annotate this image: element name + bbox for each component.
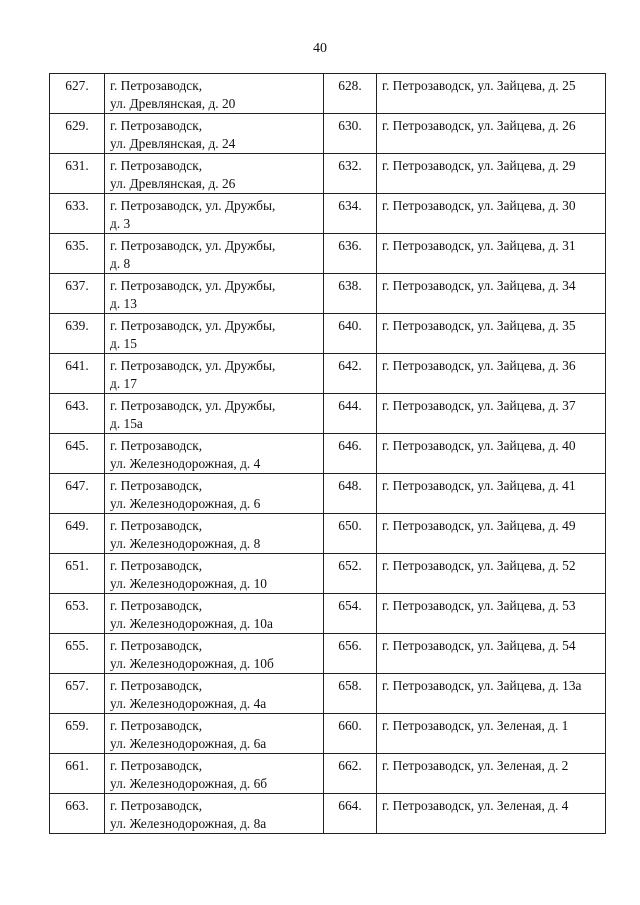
entry-address bbox=[105, 74, 324, 114]
address-line: г. Петрозаводск, ул. Зеленая, д. 4 bbox=[382, 798, 569, 813]
address-line: г. Петрозаводск, bbox=[110, 798, 203, 813]
address-line: ул. Древлянская, д. 24 bbox=[110, 136, 236, 151]
address-line: г. Петрозаводск, bbox=[110, 478, 203, 493]
address-line: г. Петрозаводск, ул. Зайцева, д. 25 bbox=[382, 78, 576, 93]
address-line: д. 13 bbox=[110, 296, 137, 311]
entry-number: 656. bbox=[324, 634, 377, 674]
entry-address bbox=[377, 634, 606, 674]
table-row bbox=[50, 674, 606, 714]
entry-address bbox=[377, 514, 606, 554]
entry-address bbox=[377, 194, 606, 234]
address-line: г. Петрозаводск, ул. Зайцева, д. 52 bbox=[382, 558, 576, 573]
entry-number: 649. bbox=[50, 514, 105, 554]
table-row bbox=[50, 154, 606, 194]
address-line: г. Петрозаводск, bbox=[110, 518, 203, 533]
entry-number: 647. bbox=[50, 474, 105, 514]
table-row bbox=[50, 354, 606, 394]
entry-address bbox=[105, 314, 324, 354]
entry-number: 630. bbox=[324, 114, 377, 154]
address-line: г. Петрозаводск, ул. Зайцева, д. 53 bbox=[382, 598, 576, 613]
entry-number: 640. bbox=[324, 314, 377, 354]
address-line: ул. Железнодорожная, д. 10а bbox=[110, 616, 273, 631]
address-line: д. 15а bbox=[110, 416, 143, 431]
entry-address bbox=[377, 754, 606, 794]
entry-address bbox=[105, 514, 324, 554]
entry-address bbox=[105, 634, 324, 674]
table-row bbox=[50, 594, 606, 634]
address-line: ул. Железнодорожная, д. 8 bbox=[110, 536, 261, 551]
address-line: г. Петрозаводск, ул. Зайцева, д. 29 bbox=[382, 158, 576, 173]
address-line: ул. Железнодорожная, д. 4а bbox=[110, 696, 267, 711]
address-line: г. Петрозаводск, ул. Зайцева, д. 13а bbox=[382, 678, 582, 693]
entry-number: 657. bbox=[50, 674, 105, 714]
table-row bbox=[50, 114, 606, 154]
entry-number: 634. bbox=[324, 194, 377, 234]
entry-address bbox=[105, 234, 324, 274]
entry-number: 633. bbox=[50, 194, 105, 234]
table-row bbox=[50, 434, 606, 474]
entry-number: 639. bbox=[50, 314, 105, 354]
entry-address bbox=[377, 794, 606, 834]
address-line: г. Петрозаводск, ул. Зайцева, д. 36 bbox=[382, 358, 576, 373]
entry-number: 641. bbox=[50, 354, 105, 394]
address-line: г. Петрозаводск, ул. Зеленая, д. 2 bbox=[382, 758, 569, 773]
entry-number: 660. bbox=[324, 714, 377, 754]
entry-address bbox=[105, 754, 324, 794]
table-row bbox=[50, 74, 606, 114]
address-line: г. Петрозаводск, ул. Дружбы, bbox=[110, 318, 276, 333]
address-line: ул. Железнодорожная, д. 6а bbox=[110, 736, 267, 751]
entry-address bbox=[105, 274, 324, 314]
entry-address bbox=[377, 354, 606, 394]
entry-address bbox=[377, 274, 606, 314]
address-line: г. Петрозаводск, ул. Зайцева, д. 49 bbox=[382, 518, 576, 533]
address-line: г. Петрозаводск, ул. Зайцева, д. 41 bbox=[382, 478, 576, 493]
entry-address bbox=[377, 474, 606, 514]
address-line: г. Петрозаводск, bbox=[110, 638, 203, 653]
address-line: г. Петрозаводск, bbox=[110, 158, 203, 173]
address-line: ул. Железнодорожная, д. 6б bbox=[110, 776, 268, 791]
entry-number: 654. bbox=[324, 594, 377, 634]
address-line: г. Петрозаводск, bbox=[110, 78, 203, 93]
address-line: ул. Железнодорожная, д. 4 bbox=[110, 456, 261, 471]
entry-address bbox=[105, 474, 324, 514]
entry-address bbox=[377, 594, 606, 634]
address-line: д. 15 bbox=[110, 336, 137, 351]
address-line: г. Петрозаводск, ул. Дружбы, bbox=[110, 358, 276, 373]
entry-address bbox=[105, 154, 324, 194]
address-line: г. Петрозаводск, ул. Зайцева, д. 31 bbox=[382, 238, 576, 253]
entry-number: 643. bbox=[50, 394, 105, 434]
entry-address bbox=[105, 594, 324, 634]
address-line: г. Петрозаводск, bbox=[110, 678, 203, 693]
address-line: г. Петрозаводск, ул. Зайцева, д. 26 bbox=[382, 118, 576, 133]
table-row bbox=[50, 194, 606, 234]
entry-address bbox=[105, 554, 324, 594]
table-row bbox=[50, 474, 606, 514]
address-line: ул. Железнодорожная, д. 8а bbox=[110, 816, 267, 831]
table-row bbox=[50, 794, 606, 834]
address-line: г. Петрозаводск, ул. Дружбы, bbox=[110, 198, 276, 213]
entry-address bbox=[105, 114, 324, 154]
address-line: д. 17 bbox=[110, 376, 137, 391]
entry-address bbox=[377, 234, 606, 274]
table-row bbox=[50, 634, 606, 674]
entry-number: 645. bbox=[50, 434, 105, 474]
entry-address bbox=[377, 154, 606, 194]
address-line: ул. Железнодорожная, д. 6 bbox=[110, 496, 261, 511]
entry-address bbox=[377, 74, 606, 114]
address-line: г. Петрозаводск, ул. Зайцева, д. 34 bbox=[382, 278, 576, 293]
entry-number: 638. bbox=[324, 274, 377, 314]
entry-number: 661. bbox=[50, 754, 105, 794]
address-line: г. Петрозаводск, ул. Дружбы, bbox=[110, 398, 276, 413]
address-line: д. 8 bbox=[110, 256, 131, 271]
address-line: г. Петрозаводск, bbox=[110, 598, 203, 613]
address-line: ул. Железнодорожная, д. 10 bbox=[110, 576, 267, 591]
address-table bbox=[49, 73, 606, 834]
entry-number: 662. bbox=[324, 754, 377, 794]
entry-number: 637. bbox=[50, 274, 105, 314]
address-line: г. Петрозаводск, bbox=[110, 758, 203, 773]
entry-number: 652. bbox=[324, 554, 377, 594]
entry-number: 629. bbox=[50, 114, 105, 154]
entry-address bbox=[377, 394, 606, 434]
address-line: г. Петрозаводск, ул. Зеленая, д. 1 bbox=[382, 718, 569, 733]
page-number: 40 bbox=[313, 41, 327, 56]
entry-number: 628. bbox=[324, 74, 377, 114]
entry-address bbox=[105, 434, 324, 474]
entry-number: 642. bbox=[324, 354, 377, 394]
entry-number: 627. bbox=[50, 74, 105, 114]
address-line: г. Петрозаводск, bbox=[110, 438, 203, 453]
entry-address bbox=[377, 434, 606, 474]
entry-number: 648. bbox=[324, 474, 377, 514]
address-line: г. Петрозаводск, ул. Зайцева, д. 30 bbox=[382, 198, 576, 213]
entry-number: 653. bbox=[50, 594, 105, 634]
entry-number: 631. bbox=[50, 154, 105, 194]
entry-number: 636. bbox=[324, 234, 377, 274]
entry-number: 635. bbox=[50, 234, 105, 274]
table-row bbox=[50, 234, 606, 274]
address-line: г. Петрозаводск, ул. Зайцева, д. 35 bbox=[382, 318, 576, 333]
entry-number: 659. bbox=[50, 714, 105, 754]
address-line: г. Петрозаводск, ул. Дружбы, bbox=[110, 238, 276, 253]
entry-address bbox=[105, 794, 324, 834]
table-row bbox=[50, 754, 606, 794]
entry-address bbox=[377, 554, 606, 594]
table-row bbox=[50, 714, 606, 754]
entry-number: 655. bbox=[50, 634, 105, 674]
address-line: д. 3 bbox=[110, 216, 131, 231]
address-line: г. Петрозаводск, bbox=[110, 558, 203, 573]
address-table-body bbox=[50, 74, 606, 834]
entry-address bbox=[105, 714, 324, 754]
entry-address bbox=[105, 674, 324, 714]
address-line: г. Петрозаводск, bbox=[110, 718, 203, 733]
table-row bbox=[50, 314, 606, 354]
table-row bbox=[50, 274, 606, 314]
entry-number: 664. bbox=[324, 794, 377, 834]
entry-number: 644. bbox=[324, 394, 377, 434]
table-row bbox=[50, 394, 606, 434]
entry-number: 658. bbox=[324, 674, 377, 714]
entry-number: 632. bbox=[324, 154, 377, 194]
entry-address bbox=[105, 194, 324, 234]
address-line: ул. Железнодорожная, д. 10б bbox=[110, 656, 274, 671]
table-row bbox=[50, 514, 606, 554]
entry-number: 650. bbox=[324, 514, 377, 554]
entry-address bbox=[105, 394, 324, 434]
entry-address bbox=[377, 114, 606, 154]
address-line: г. Петрозаводск, ул. Дружбы, bbox=[110, 278, 276, 293]
entry-number: 646. bbox=[324, 434, 377, 474]
entry-address bbox=[377, 314, 606, 354]
entry-address bbox=[105, 354, 324, 394]
address-line: г. Петрозаводск, ул. Зайцева, д. 37 bbox=[382, 398, 576, 413]
entry-number: 651. bbox=[50, 554, 105, 594]
table-row bbox=[50, 554, 606, 594]
address-line: г. Петрозаводск, ул. Зайцева, д. 40 bbox=[382, 438, 576, 453]
entry-number: 663. bbox=[50, 794, 105, 834]
address-line: г. Петрозаводск, bbox=[110, 118, 203, 133]
entry-address bbox=[377, 714, 606, 754]
entry-address bbox=[377, 674, 606, 714]
address-line: ул. Древлянская, д. 26 bbox=[110, 176, 236, 191]
address-line: ул. Древлянская, д. 20 bbox=[110, 96, 236, 111]
address-line: г. Петрозаводск, ул. Зайцева, д. 54 bbox=[382, 638, 576, 653]
